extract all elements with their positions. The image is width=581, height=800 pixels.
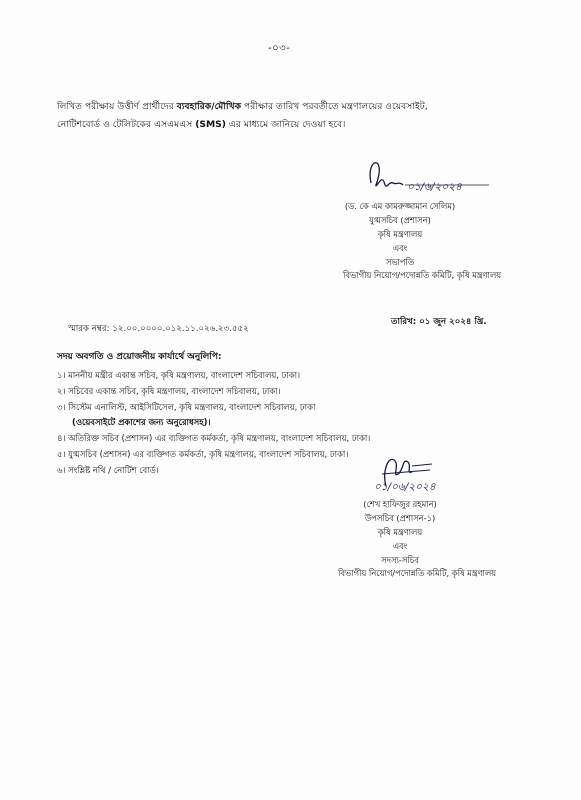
signer-1-designation: যুগ্মসচিব (প্রশাসন) xyxy=(369,215,431,225)
memo-number: স্মারক নম্বর: ১২.০০.০০০০.০১২.১১.০২৬.২৩.৫৫২ xyxy=(68,324,249,334)
distribution-item-3-note: (ওয়েবসাইটে প্রকাশের জন্য অনুরোধসহ)। xyxy=(72,417,211,427)
paragraph-line-2-post: এর মাধ্যমে জানিয়ে দেওয়া হবে। xyxy=(226,119,346,130)
paragraph-line-1-post: পরীক্ষার তারিখ পরবর্তীতে মন্ত্রণালয়ের ওয়েবসাইট, xyxy=(241,101,428,112)
distribution-item-2: ২। সচিবের একান্ত সচিব, কৃষি মন্ত্রণালয়, বাংলাদেশ সচিবালয়, ঢাকা। xyxy=(57,386,281,396)
signer-2-committee: বিভাগীয় নিয়োগ/পদোন্নতি কমিটি, কৃষি মন্ত্রণালয় xyxy=(338,568,497,578)
memo-date: তারিখ: ০১ জুন ২০২৪ খ্রি. xyxy=(391,317,487,327)
distribution-item-4: ৪। অতিরিক্ত সচিব (প্রশাসন) এর ব্যক্তিগত কর্মকর্তা, কৃষি মন্ত্রণালয়, বাংলাদেশ সচিবালয়, ঢাকা। xyxy=(57,433,371,443)
signer-2-name: (শেখ হাফিজুর রহমান) xyxy=(363,499,437,509)
distribution-item-5: ৫। যুগ্মসচিব (প্রশাসন) এর ব্যক্তিগত কর্মকর্তা, কৃষি মন্ত্রণালয়, বাংলাদেশ সচিবালয়, ঢাকা। xyxy=(57,449,349,459)
signer-2-designation: উপসচিব (প্রশাসন-১) xyxy=(364,513,436,523)
signer-1-block xyxy=(300,199,500,269)
signature-1-handwritten-date: ০১/৬/২০২৪ xyxy=(407,181,462,193)
signer-1-role: সভাপতি xyxy=(385,257,415,267)
distribution-heading: সদয় অবগতি ও প্রয়োজনীয় কার্যার্থে অনুলিপি: xyxy=(57,352,222,362)
paragraph-line-2-bold: (SMS) xyxy=(195,119,226,130)
paragraph-line-1-pre: লিখিত পরীক্ষায় উত্তীর্ণ প্রার্থীদের xyxy=(57,101,177,112)
paragraph-line-2 xyxy=(57,119,345,131)
signer-1-conjunction: এবং xyxy=(392,243,408,253)
signer-2-role: সদস্য-সচিব xyxy=(381,555,419,565)
signer-1-committee: বিভাগীয় নিয়োগ/পদোন্নতি কমিটি, কৃষি মন্ত্রণালয় xyxy=(343,270,502,280)
signer-1-office: কৃষি মন্ত্রণালয় xyxy=(377,229,423,239)
paragraph-line-1-bold: ব্যবহারিক/মৌখিক xyxy=(176,101,242,112)
signer-2-conjunction: এবং xyxy=(392,541,408,551)
signer-1-name: (ড. কে এম কামরুজ্জামান সেলিম) xyxy=(344,201,456,211)
distribution-item-3: ৩। সিস্টেম এনালিস্ট, আইসিটিসেল, কৃষি মন্ত্রণালয়, বাংলাদেশ সচিবালয়, ঢাকা xyxy=(57,402,316,412)
signer-2-office: কৃষি মন্ত্রণালয় xyxy=(377,527,423,537)
signature-2-handwritten-date: ০১/০৬/২০২৪ xyxy=(374,481,436,493)
signer-2-block xyxy=(340,497,460,567)
paragraph-line-1 xyxy=(57,101,428,113)
page-number: -০৩- xyxy=(268,43,291,54)
distribution-item-1: ১। মাননীয় মন্ত্রীর একান্ত সচিব, কৃষি মন্ত্রণালয়, বাংলাদেশ সচিবালয়, ঢাকা। xyxy=(57,370,301,380)
distribution-item-6: ৬। সংশ্লিষ্ট নথি / নোটিশ বোর্ড। xyxy=(57,465,159,475)
paragraph-line-2-pre: নোটিশবোর্ড ও টেলিটকের এসএমএস xyxy=(57,119,196,130)
